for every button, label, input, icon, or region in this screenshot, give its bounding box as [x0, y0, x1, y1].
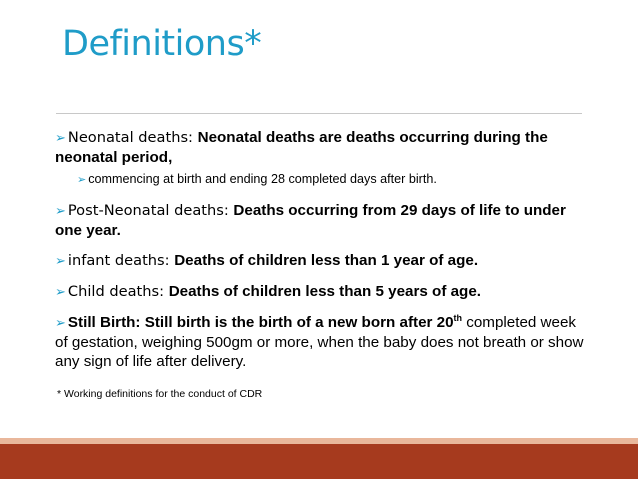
definition-infant — [55, 251, 590, 271]
term-label: Post-Neonatal deaths: — [67, 202, 234, 219]
definition-neonatal — [55, 128, 590, 167]
term-label: infant deaths: — [67, 252, 175, 269]
arrow-bullet-icon: ➢ — [55, 254, 66, 269]
term-label: Neonatal deaths: — [67, 129, 198, 146]
sub-definition-text: commencing at birth and ending 28 completed days after birth. — [88, 172, 437, 186]
definition-still-birth — [55, 313, 590, 371]
ordinal-suffix: th — [453, 312, 463, 323]
slide-title: Definitions* — [62, 24, 262, 64]
definition-text: Deaths of children less than 1 year of age. — [174, 252, 479, 269]
definition-text-continued: completed week of gestation, weighing 500gm or more, when the baby does not breath or show any sign of life after delivery. — [55, 314, 584, 370]
title-divider — [56, 113, 582, 114]
definition-child — [55, 282, 590, 302]
arrow-bullet-icon: ➢ — [55, 131, 66, 146]
arrow-bullet-icon: ➢ — [55, 285, 66, 300]
term-label: Child deaths: — [67, 283, 169, 300]
definition-text: Neonatal deaths are deaths occurring during the neonatal period, — [55, 129, 548, 166]
arrow-bullet-icon: ➢ — [55, 204, 66, 219]
term-label: Still Birth: — [67, 314, 145, 331]
definition-post-neonatal — [55, 201, 590, 240]
arrow-bullet-icon: ➢ — [55, 316, 66, 331]
definition-text: Deaths occurring from 29 days of life to under one year. — [55, 202, 566, 239]
footnote: * Working definitions for the conduct of CDR — [57, 388, 263, 400]
definition-text: Still birth is the birth of a new born after 20 — [144, 314, 454, 331]
arrow-bullet-icon: ➢ — [77, 173, 87, 186]
definitions-list — [55, 128, 590, 371]
definition-text: Deaths of children less than 5 years of age. — [168, 283, 481, 300]
sub-definition-neonatal — [77, 171, 590, 188]
footer-band — [0, 444, 638, 479]
